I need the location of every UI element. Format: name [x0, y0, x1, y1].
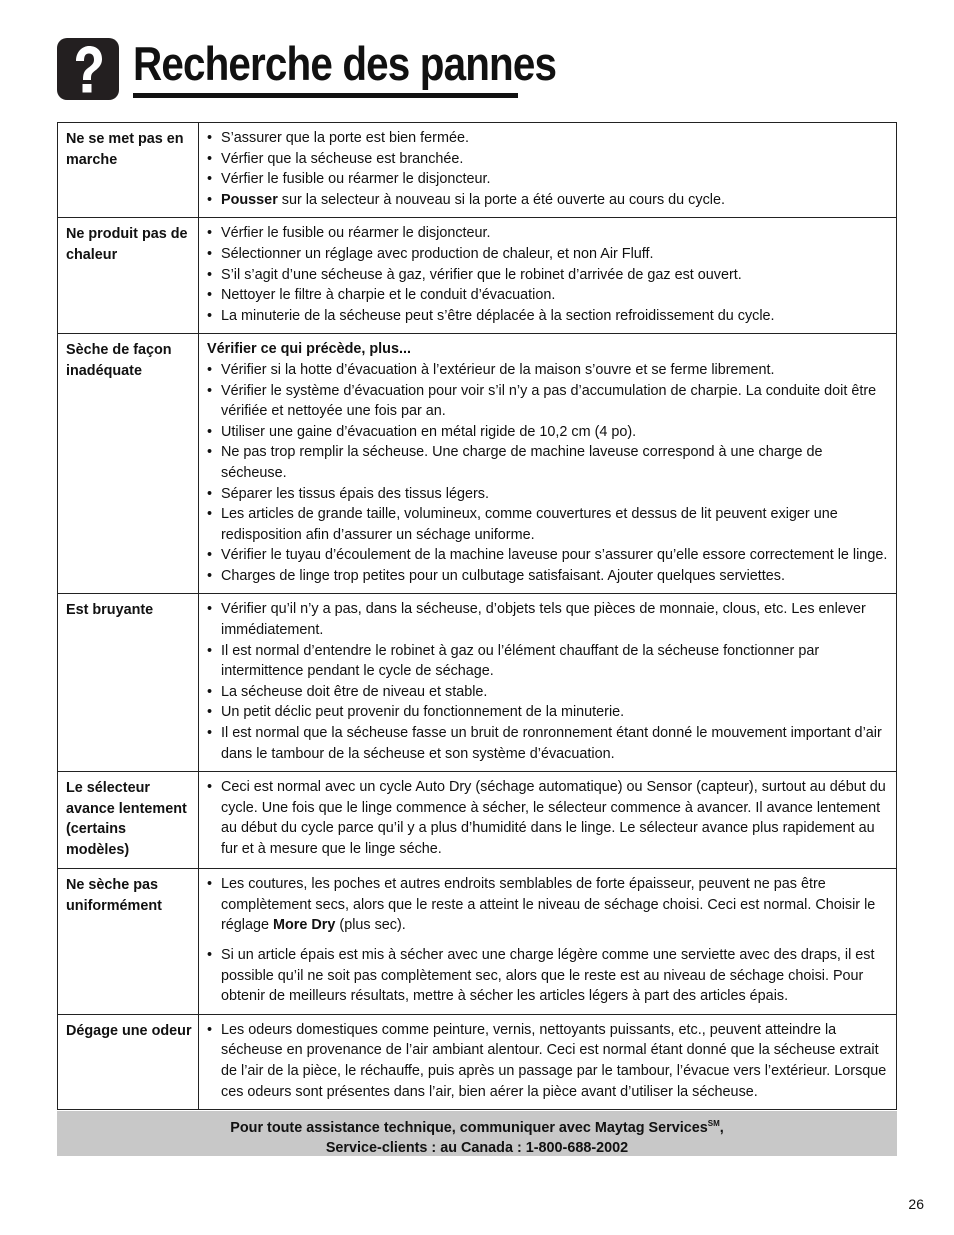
title-underline [133, 93, 518, 98]
list-item: • Sélectionner un réglage avec production de chaleur, et non Air Fluff. [207, 244, 890, 265]
list-item: • Un petit déclic peut provenir du fonctionnement de la minuterie. [207, 702, 890, 723]
table-row [58, 869, 897, 1015]
solutions-cell [199, 772, 897, 869]
problem-cell: Ne sèche pas uniformément [58, 869, 199, 1015]
solutions-cell [199, 334, 897, 594]
page-number: 26 [908, 1196, 924, 1212]
page-title: Recherche des pannes [133, 37, 557, 90]
solution-list [207, 360, 890, 587]
lead-text: Vérifier ce qui précède, plus... [207, 341, 411, 358]
solution-list [207, 223, 890, 326]
troubleshooting-table [57, 122, 897, 1110]
table-row [58, 594, 897, 772]
list-item: • Vérifier le système d’évacuation pour voir s’il n’y a pas d’accumulation de charpie. La conduite doit être vérifiée et nettoyée une fois par an. [207, 381, 890, 422]
table-row [58, 218, 897, 334]
list-item: • La minuterie de la sécheuse peut s’être déplacée à la section refroidissement du cycle. [207, 306, 890, 327]
list-item: • Les articles de grande taille, volumineux, comme couvertures et dessus de lit peuvent exiger une redisposition afin d’assurer un séchage uniforme. [207, 504, 890, 545]
list-item: • Charges de linge trop petites pour un culbutage satisfaisant. Ajouter quelques serviettes. [207, 566, 890, 587]
table-row [58, 1014, 897, 1109]
list-item: • Vérifier qu’il n’y a pas, dans la sécheuse, d’objets tels que pièces de monnaie, clous, etc. Les enlever immédiatement. [207, 599, 890, 640]
support-line-2: Service-clients : au Canada : 1-800-688-2002 [325, 1140, 629, 1156]
list-item: • Ceci est normal avec un cycle Auto Dry (séchage automatique) ou Sensor (capteur), surtout au début du cycle. Une fois que le linge commence à sécher, le sélecteur commence à avancer. Il avance lentement au début du cycle parce qu’il y a plus d’humidité dans le linge. Le sélecteur avance plus rapidement au fur et à mesure que le linge séche. [207, 777, 890, 859]
problem-cell: Sèche de façon inadéquate [58, 334, 199, 594]
list-item: • Vérfier le fusible ou réarmer le disjoncteur. [207, 223, 890, 244]
list-item: • Si un article épais est mis à sécher avec une charge légère comme une serviette avec des draps, il est possible qu’il ne soit pas complètement sec, alors que le reste est au niveau de séchage choisi. Pour obtenir de meilleurs résultats, mettre à sécher les articles légers à part des articles épais. [207, 945, 890, 1007]
question-mark-icon [57, 38, 119, 100]
solutions-cell [199, 1014, 897, 1109]
list-item: • Utiliser une gaine d’évacuation en métal rigide de 10,2 cm (4 po). [207, 422, 890, 443]
list-item: • Ne pas trop remplir la sécheuse. Une charge de machine laveuse correspond à une charge de sécheuse. [207, 442, 890, 483]
list-item: • Les coutures, les poches et autres endroits semblables de forte épaisseur, peuvent ne pas être complètement secs, alors que le reste a atteint le niveau de séchage choisi. Ceci est normal. Choisir le réglage More Dry (plus sec). [207, 874, 890, 936]
solution-list [207, 874, 890, 1007]
solutions-cell [199, 123, 897, 218]
solutions-cell [199, 218, 897, 334]
list-item: • Vérfier que la sécheuse est branchée. [207, 149, 890, 170]
list-item: • Séparer les tissus épais des tissus légers. [207, 484, 890, 505]
problem-cell: Ne se met pas en marche [58, 123, 199, 218]
list-item: • Vérifier le tuyau d’écoulement de la machine laveuse pour s’assurer qu’elle essore correctement le linge. [207, 545, 890, 566]
list-item: • S’assurer que la porte est bien fermée. [207, 128, 890, 149]
list-item: • Pousser sur la selecteur à nouveau si la porte a été ouverte au cours du cycle. [207, 190, 890, 211]
solutions-cell [199, 594, 897, 772]
support-banner [57, 1111, 897, 1156]
list-item: • La sécheuse doit être de niveau et stable. [207, 682, 890, 703]
solution-list [207, 128, 890, 210]
solutions-cell [199, 869, 897, 1015]
problem-cell: Est bruyante [58, 594, 199, 772]
service-mark: SM [707, 1119, 720, 1128]
list-item: • Il est normal que la sécheuse fasse un bruit de ronronnement étant donné le mouvement important d’air dans le tambour de la sécheuse et son système d’évacuation. [207, 723, 890, 764]
problem-cell: Dégage une odeur [58, 1014, 199, 1109]
list-item: • Nettoyer le filtre à charpie et le conduit d’évacuation. [207, 285, 890, 306]
solution-list [207, 1020, 890, 1102]
support-line-1: Pour toute assistance technique, communiquer avec Maytag Services℠, [230, 1119, 724, 1136]
list-item: • Vérfier le fusible ou réarmer le disjoncteur. [207, 169, 890, 190]
problem-cell: Le sélecteur avance lentement (certains modèles) [58, 772, 199, 869]
solution-list [207, 777, 890, 859]
list-item: • Il est normal d’entendre le robinet à gaz ou l’élément chauffant de la sécheuse fonctionner par intermittence pendant le cycle de séchage. [207, 641, 890, 682]
problem-cell: Ne produit pas de chaleur [58, 218, 199, 334]
table-row [58, 123, 897, 218]
list-item: • Vérifier si la hotte d’évacuation à l’extérieur de la maison s’ouvre et se ferme librement. [207, 360, 890, 381]
solution-list [207, 599, 890, 764]
list-item: • S’il s’agit d’une sécheuse à gaz, vérifier que le robinet d’arrivée de gaz est ouvert. [207, 265, 890, 286]
table-row [58, 334, 897, 594]
list-item: • Les odeurs domestiques comme peinture, vernis, nettoyants puissants, etc., peuvent atteindre la sécheuse en provenance de l’air ambiant alentour. Ceci est normal étant donné que la sécheuse extrait de l’air de la pièce, le réchauffe, puis après un passage par le tambour, l’évacue vers l’extérieur. Lorsque ces odeurs sont présentes dans l’air, bien aérer la pièce avant d’utiliser la sécheuse. [207, 1020, 890, 1102]
table-row [58, 772, 897, 869]
